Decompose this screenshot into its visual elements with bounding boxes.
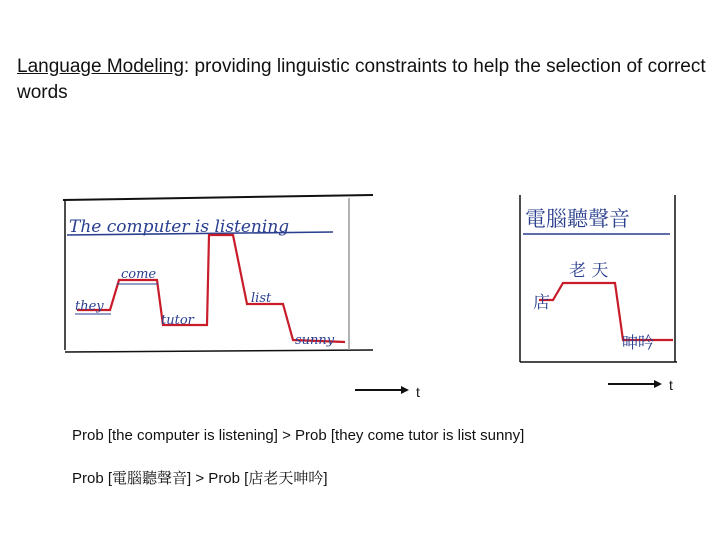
slide-title (17, 54, 707, 106)
chinese-score-path (539, 283, 673, 340)
time-arrow-right (608, 378, 664, 390)
english-score-path (77, 235, 345, 342)
comparison-mid: ] > Prob [ (187, 470, 249, 487)
time-arrow-left (355, 384, 411, 396)
word-tutor: tutor (161, 313, 194, 328)
word-come: come (121, 267, 157, 282)
comparison-prefix: Prob [ (72, 470, 113, 487)
chinese-lattice-figure (515, 190, 680, 365)
frame-bottom (65, 350, 373, 352)
time-label-right: t (669, 377, 673, 393)
comparison-suffix: ] (323, 470, 328, 487)
english-header: The computer is listening (69, 217, 290, 237)
word-lao-tian: 老 天 (569, 261, 609, 281)
word-sunny: sunny (295, 333, 335, 348)
title-keyword: Language Modeling (17, 56, 184, 77)
word-dian: 店 (533, 293, 550, 313)
english-lattice-figure (55, 190, 380, 360)
comparison-line-chinese (72, 467, 328, 488)
time-label-left: t (416, 384, 420, 400)
word-they: they (75, 299, 104, 314)
chinese-header: 電腦聽聲音 (525, 207, 630, 231)
frame-top (63, 195, 373, 200)
comparison-right: > Prob [they come tutor is list sunny] (282, 427, 525, 444)
word-shen-yin: 呻吟 (622, 333, 655, 352)
chinese-phrase-b: 店老天呻吟 (248, 469, 324, 487)
comparison-line-english (72, 427, 524, 444)
word-list: list (251, 291, 272, 306)
title-rest: : providing linguistic constraints to help the selection of correct words (17, 56, 706, 103)
chinese-phrase-a: 電腦聽聲音 (112, 469, 188, 487)
comparison-left: Prob [the computer is listening] (72, 427, 278, 444)
